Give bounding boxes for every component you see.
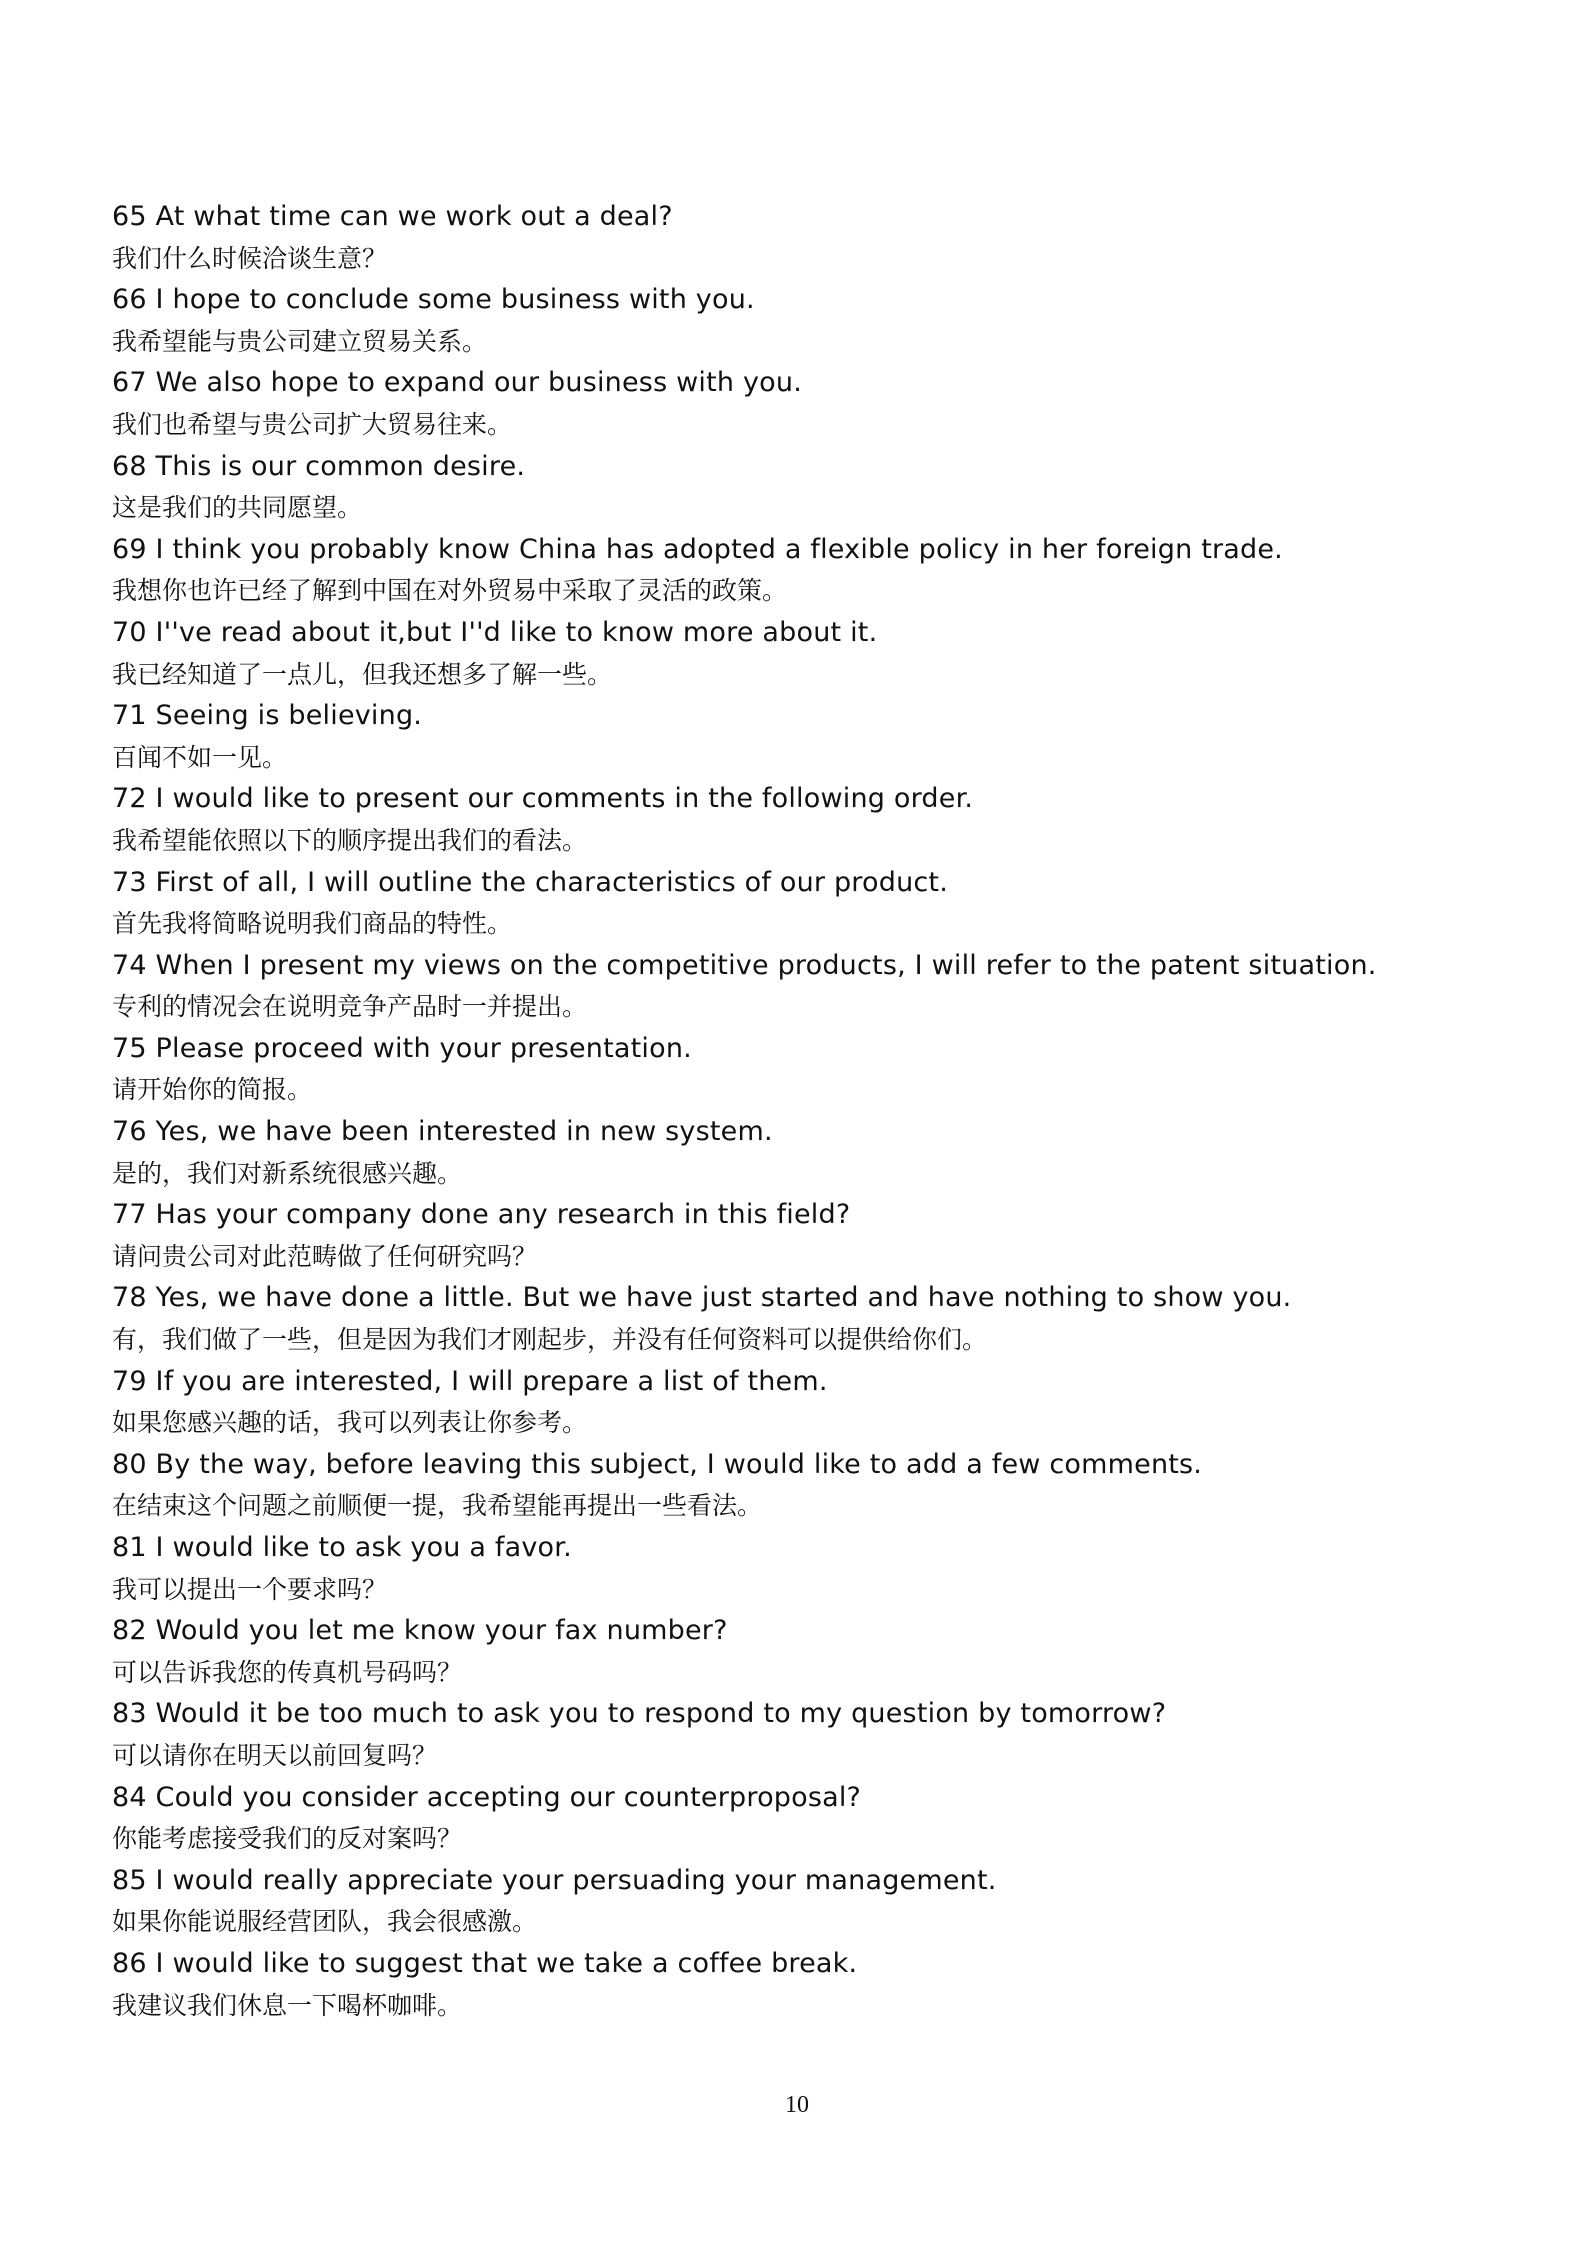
chinese-translation: 我建议我们休息一下喝杯咖啡。 [112, 1990, 463, 2020]
chinese-translation: 如果您感兴趣的话，我可以列表让你参考。 [112, 1408, 588, 1438]
english-sentence: 73 First of all, I will outline the characteristics of our product. [112, 866, 948, 898]
english-sentence: 66 I hope to conclude some business with you. [112, 284, 755, 316]
chinese-translation: 请开始你的简报。 [112, 1075, 313, 1105]
chinese-translation: 这是我们的共同愿望。 [112, 493, 363, 523]
chinese-translation: 我们什么时候洽谈生意？ [112, 243, 388, 273]
english-sentence: 70 I''ve read about it,but I''d like to know more about it. [112, 616, 878, 648]
chinese-translation: 我们也希望与贵公司扩大贸易往来。 [112, 409, 513, 439]
chinese-translation: 首先我将简略说明我们商品的特性。 [112, 909, 513, 939]
english-sentence: 65 At what time can we work out a deal? [112, 201, 673, 232]
english-sentence: 76 Yes, we have been interested in new system. [112, 1116, 773, 1148]
chinese-translation: 百闻不如一见。 [112, 742, 288, 772]
english-sentence: 80 By the way, before leaving this subject, I would like to add a few comments. [112, 1448, 1203, 1480]
english-sentence: 82 Would you let me know your fax number? [112, 1615, 728, 1647]
english-sentence: 75 Please proceed with your presentation. [112, 1032, 692, 1064]
english-sentence: 77 Has your company done any research in this field? [112, 1199, 851, 1231]
chinese-translation: 可以告诉我您的传真机号码吗？ [112, 1657, 463, 1687]
chinese-translation: 在结束这个问题之前顺便一提，我希望能再提出一些看法。 [112, 1491, 763, 1521]
english-sentence: 81 I would like to ask you a favor. [112, 1532, 572, 1563]
chinese-translation: 如果你能说服经营团队，我会很感激。 [112, 1907, 538, 1937]
english-sentence: 67 We also hope to expand our business with you. [112, 367, 802, 399]
phrase-list [112, 196, 1512, 2026]
english-sentence: 86 I would like to suggest that we take a coffee break. [112, 1947, 858, 1979]
english-sentence: 69 I think you probably know China has adopted a flexible policy in her foreign trade. [112, 533, 1283, 565]
english-sentence: 79 If you are interested, I will prepare a list of them. [112, 1365, 828, 1397]
chinese-translation: 可以请你在明天以前回复吗？ [112, 1740, 438, 1770]
english-sentence: 68 This is our common desire. [112, 450, 526, 482]
english-sentence: 83 Would it be too much to ask you to respond to my question by tomorrow? [112, 1698, 1167, 1730]
english-sentence: 71 Seeing is believing. [112, 700, 423, 732]
chinese-translation: 我已经知道了一点儿，但我还想多了解一些。 [112, 659, 613, 689]
chinese-translation: 是的，我们对新系统很感兴趣。 [112, 1158, 463, 1188]
english-sentence: 72 I would like to present our comments in the following order. [112, 783, 974, 815]
chinese-translation: 我想你也许已经了解到中国在对外贸易中采取了灵活的政策。 [112, 576, 788, 606]
english-sentence: 84 Could you consider accepting our counterproposal? [112, 1781, 862, 1813]
english-sentence: 85 I would really appreciate your persuading your management. [112, 1864, 997, 1896]
page-number: 10 [785, 2092, 809, 2118]
chinese-translation: 我希望能依照以下的顺序提出我们的看法。 [112, 825, 588, 855]
chinese-translation: 我希望能与贵公司建立贸易关系。 [112, 326, 488, 356]
chinese-translation: 有，我们做了一些，但是因为我们才刚起步，并没有任何资料可以提供给你们。 [112, 1325, 988, 1355]
english-sentence: 74 When I present my views on the competitive products, I will refer to the patent situation. [112, 949, 1377, 981]
chinese-translation: 请问贵公司对此范畴做了任何研究吗？ [112, 1241, 538, 1271]
chinese-translation: 专利的情况会在说明竞争产品时一并提出。 [112, 992, 588, 1022]
english-sentence: 78 Yes, we have done a little. But we have just started and have nothing to show you. [112, 1282, 1292, 1314]
chinese-translation: 我可以提出一个要求吗？ [112, 1574, 388, 1604]
chinese-translation: 你能考虑接受我们的反对案吗？ [112, 1824, 463, 1854]
